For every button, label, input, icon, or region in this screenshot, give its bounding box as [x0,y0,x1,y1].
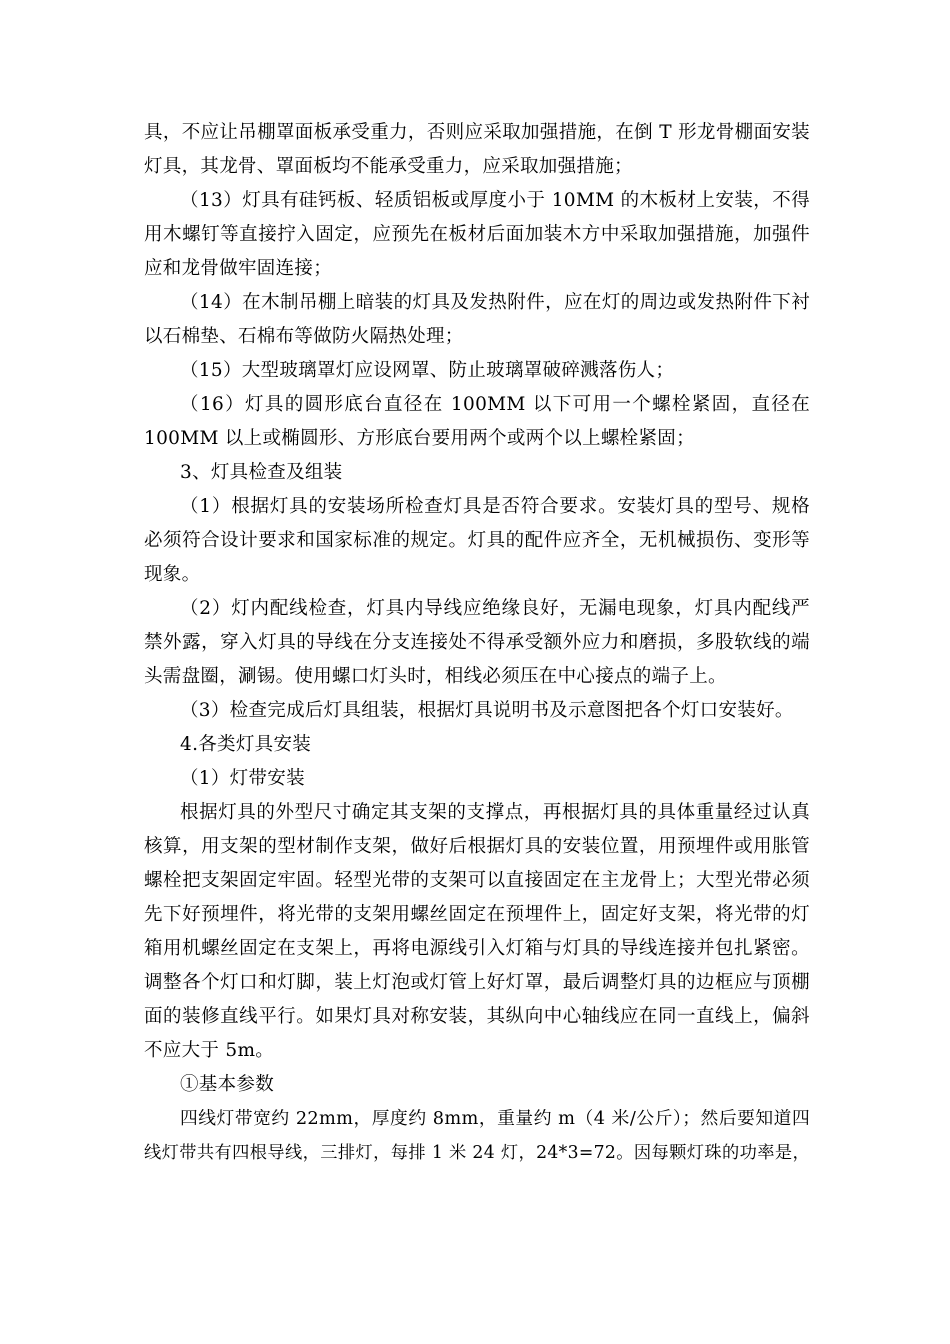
text-line: （1）根据灯具的安装场所检查灯具是否符合要求。安装灯具的型号、规格 [180,496,810,517]
text-line: 现象。 [144,564,201,585]
text-line: 以石棉垫、石棉布等做防火隔热处理； [144,326,464,347]
text-line: 用木螺钉等直接拧入固定，应预先在板材后面加装木方中采取加强措施，加强件 [144,224,810,245]
text-line: 箱用机螺丝固定在支架上，再将电源线引入灯箱与灯具的导线连接并包扎紧密。 [144,938,810,959]
text-line: 100MM 以上或椭圆形、方形底台要用两个或两个以上螺栓紧固； [144,428,695,449]
text-line: 螺栓把支架固定牢固。轻型光带的支架可以直接固定在主龙骨上；大型光带必须 [144,870,810,891]
text-line: （14）在木制吊棚上暗装的灯具及发热附件，应在灯的周边或发热附件下衬 [180,292,810,313]
text-line: 线灯带共有四根导线，三排灯，每排 1 米 24 灯，24*3=72。因每颗灯珠的功率是， [144,1143,810,1163]
text-line: 应和龙骨做牢固连接； [144,258,333,279]
text-line: 灯具，其龙骨、罩面板均不能承受重力，应采取加强措施； [144,156,633,177]
section-heading: 3、灯具检查及组装 [180,462,343,483]
text-line: 先下好预埋件，将光带的支架用螺丝固定在预埋件上，固定好支架，将光带的灯 [144,904,810,925]
text-line: 必须符合设计要求和国家标准的规定。灯具的配件应齐全，无机械损伤、变形等 [144,530,810,551]
text-line: 四线灯带宽约 22mm，厚度约 8mm，重量约 m（4 米/公斤）；然后要知道四 [180,1109,810,1129]
text-line: 调整各个灯口和灯脚，装上灯泡或灯管上好灯罩，最后调整灯具的边框应与顶棚 [144,972,810,993]
section-heading: 4.各类灯具安装 [180,734,312,755]
text-line: 头需盘圈，涮锡。使用螺口灯头时，相线必须压在中心接点的端子上。 [144,666,727,687]
document-body [144,116,810,1170]
text-line: 根据灯具的外型尺寸确定其支架的支撑点，再根据灯具的具体重量经过认真 [180,802,810,823]
text-line: 不应大于 5m。 [144,1040,275,1061]
text-line: （16）灯具的圆形底台直径在 100MM 以下可用一个螺栓紧固，直径在 [180,394,810,415]
text-line: （2）灯内配线检查，灯具内导线应绝缘良好，无漏电现象，灯具内配线严 [180,598,810,619]
text-line: （3）检查完成后灯具组装，根据灯具说明书及示意图把各个灯口安装好。 [180,700,794,721]
text-line: 具，不应让吊棚罩面板承受重力，否则应采取加强措施，在倒 T 形龙骨棚面安装 [144,122,810,143]
text-line: 面的装修直线平行。如果灯具对称安装，其纵向中心轴线应在同一直线上，偏斜 [144,1006,810,1027]
text-line: 禁外露，穿入灯具的导线在分支连接处不得承受额外应力和磨损，多股软线的端 [144,632,810,653]
text-line: （15）大型玻璃罩灯应设网罩、防止玻璃罩破碎溅落伤人； [180,360,675,381]
text-line: （13）灯具有硅钙板、轻质铝板或厚度小于 10MM 的木板材上安装，不得 [180,190,810,211]
subsection-heading: ①基本参数 [180,1074,275,1095]
text-line: 核算，用支架的型材制作支架，做好后根据灯具的安装位置，用预埋件或用胀管 [144,836,810,857]
subsection-heading: （1）灯带安装 [180,768,305,789]
